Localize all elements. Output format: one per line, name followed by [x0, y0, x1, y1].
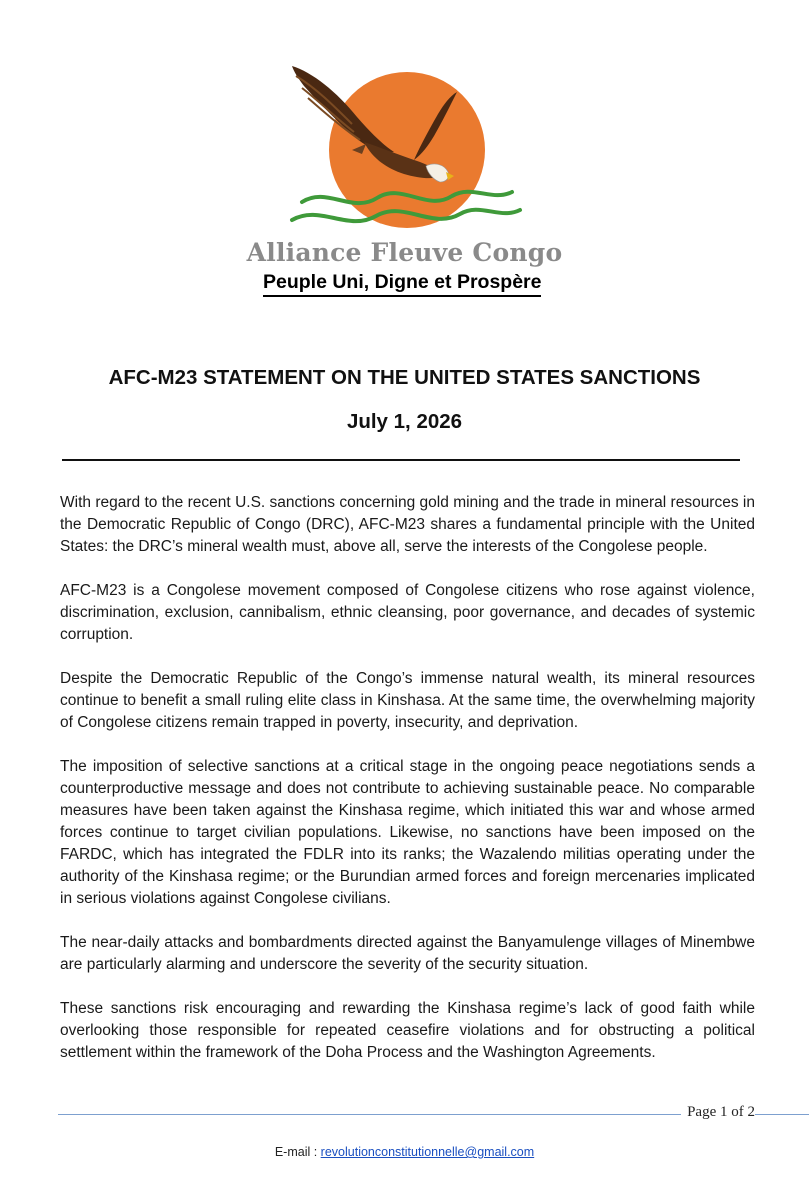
page-number: Page 1 of 2: [681, 1104, 755, 1121]
paragraph: These sanctions risk encouraging and rewarding the Kinshasa regime’s lack of good faith while overlooking those responsible for repeated ceasefire violations and for obstructing a political settlement within the framework of the Doha Process and the Washington Agreements.: [60, 1000, 755, 1061]
paragraph: The near-daily attacks and bombardments directed against the Banyamulenge villages of Minembwe are particularly alarming and underscore the severity of the security situation.: [60, 934, 755, 973]
org-name: Alliance Fleuve Congo: [246, 238, 563, 267]
statement-body: [60, 492, 755, 1086]
email-label: E-mail :: [274, 1145, 321, 1159]
statement-date: July 1, 2026: [346, 410, 463, 433]
eagle-logo-icon: [282, 62, 532, 237]
org-motto: Peuple Uni, Digne et Prospère: [263, 270, 541, 297]
statement-title: AFC-M23 STATEMENT ON THE UNITED STATES SANCTIONS: [108, 366, 701, 389]
paragraph: With regard to the recent U.S. sanctions concerning gold mining and the trade in mineral resources in the Democratic Republic of Congo (DRC), AFC-M23 shares a fundamental principle with the United States: the DRC’s mineral wealth must, above all, serve the interests of the Congolese people.: [60, 494, 755, 555]
email-link[interactable]: revolutionconstitutionnelle@gmail.com: [320, 1145, 535, 1159]
paragraph: Despite the Democratic Republic of the Congo’s immense natural wealth, its mineral resources continue to benefit a small ruling elite class in Kinshasa. At the same time, the overwhelming majority of Congolese citizens remain trapped in poverty, insecurity, and deprivation.: [60, 670, 755, 731]
paragraph: AFC-M23 is a Congolese movement composed of Congolese citizens who rose against violence, discrimination, exclusion, cannibalism, ethnic cleansing, poor governance, and decades of systemic corruption.: [60, 582, 755, 643]
paragraph: The imposition of selective sanctions at a critical stage in the ongoing peace negotiations sends a counterproductive message and does not contribute to achieving sustainable peace. No comparable measures have been taken against the Kinshasa regime, which initiated this war and whose armed forces continue to target civilian populations. Likewise, no sanctions have been imposed on the FARDC, which has integrated the FDLR into its ranks; the Wazalendo militias operating under the authority of the Kinshasa regime; or the Burundian armed forces and foreign mercenaries implicated in serious violations against Congolese civilians.: [60, 758, 755, 907]
title-divider: [62, 459, 740, 461]
footer-contact: [0, 1145, 809, 1159]
